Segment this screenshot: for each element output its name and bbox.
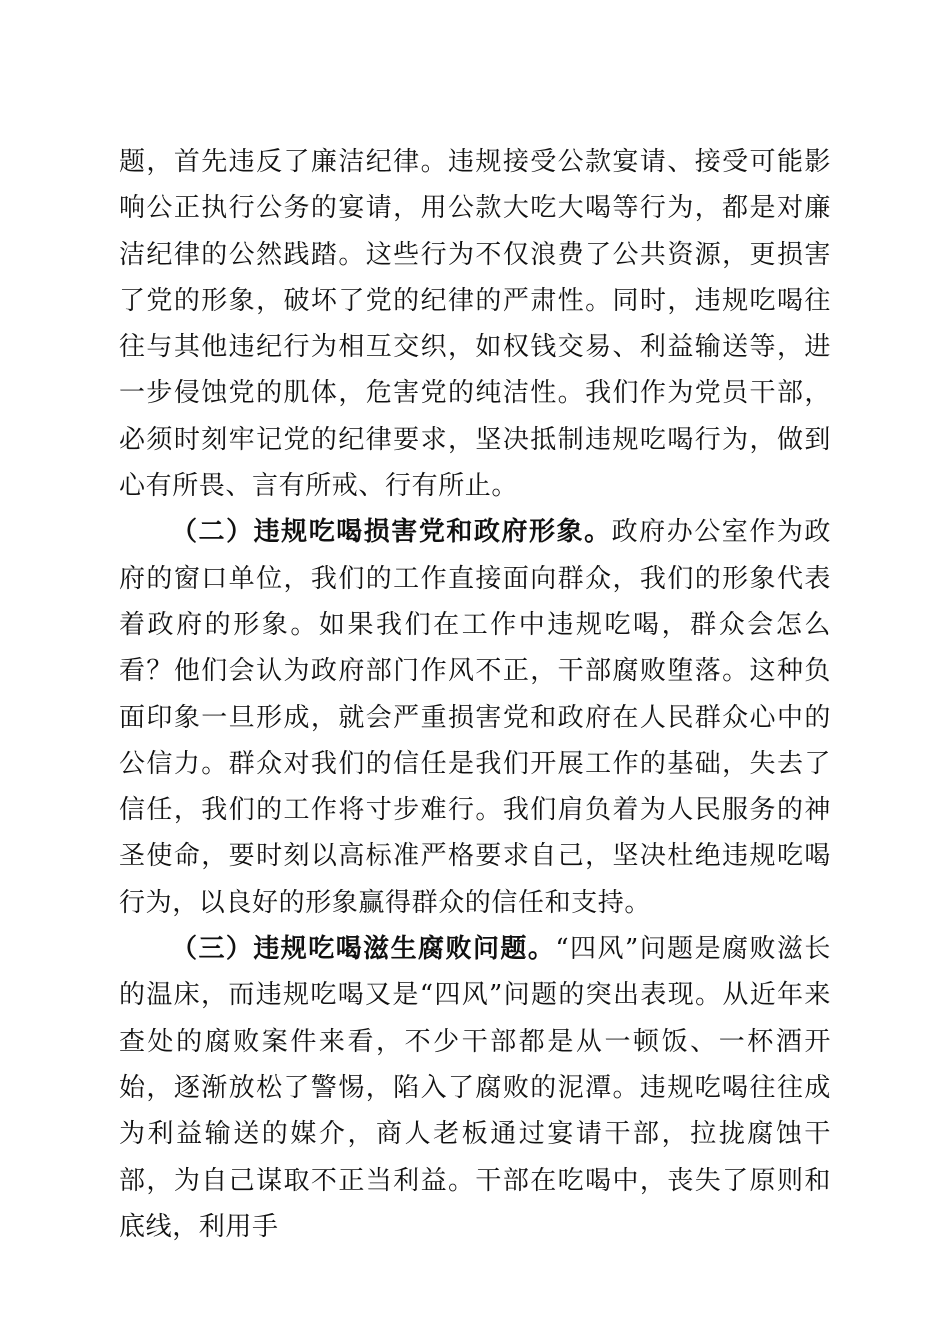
section-heading: （二）违规吃喝损害党和政府形象。 [171, 517, 612, 548]
paragraph-image [119, 509, 831, 926]
paragraph-body: “四风”问题是腐败滋长的温床，而违规吃喝又是“四风”问题的突出表现。从近年来查处的腐败案件来看，不少干部都是从一顿饭、一杯酒开始，逐渐放松了警惕，陷入了腐败的泥潭。违规吃喝往往成为利益输送的媒介，商人老板通过宴请干部，拉拢腐蚀干部，为自己谋取不正当利益。干部在吃喝中，丧失了原则和底线，利用手 [119, 934, 831, 1242]
document-body [119, 139, 831, 1250]
paragraph-body: 政府办公室作为政府的窗口单位，我们的工作直接面向群众，我们的形象代表着政府的形象。如果我们在工作中违规吃喝，群众会怎么看？他们会认为政府部门作风不正，干部腐败堕落。这种负面印象一旦形成，就会严重损害党和政府在人民群众心中的公信力。群众对我们的信任是我们开展工作的基础，失去了信任，我们的工作将寸步难行。我们肩负着为人民服务的神圣使命，要时刻以高标准严格要求自己，坚决杜绝违规吃喝行为，以良好的形象赢得群众的信任和支持。 [119, 517, 831, 918]
paragraph-body: 题，首先违反了廉洁纪律。违规接受公款宴请、接受可能影响公正执行公务的宴请，用公款大吃大喝等行为，都是对廉洁纪律的公然践踏。这些行为不仅浪费了公共资源，更损害了党的形象，破坏了党的纪律的严肃性。同时，违规吃喝往往与其他违纪行为相互交织，如权钱交易、利益输送等，进一步侵蚀党的肌体，危害党的纯洁性。我们作为党员干部，必须时刻牢记党的纪律要求，坚决抵制违规吃喝行为，做到心有所畏、言有所戒、行有所止。 [119, 147, 831, 502]
paragraph-corruption [119, 926, 831, 1250]
section-heading: （三）违规吃喝滋生腐败问题。 [171, 934, 556, 965]
paragraph-discipline [119, 139, 831, 509]
